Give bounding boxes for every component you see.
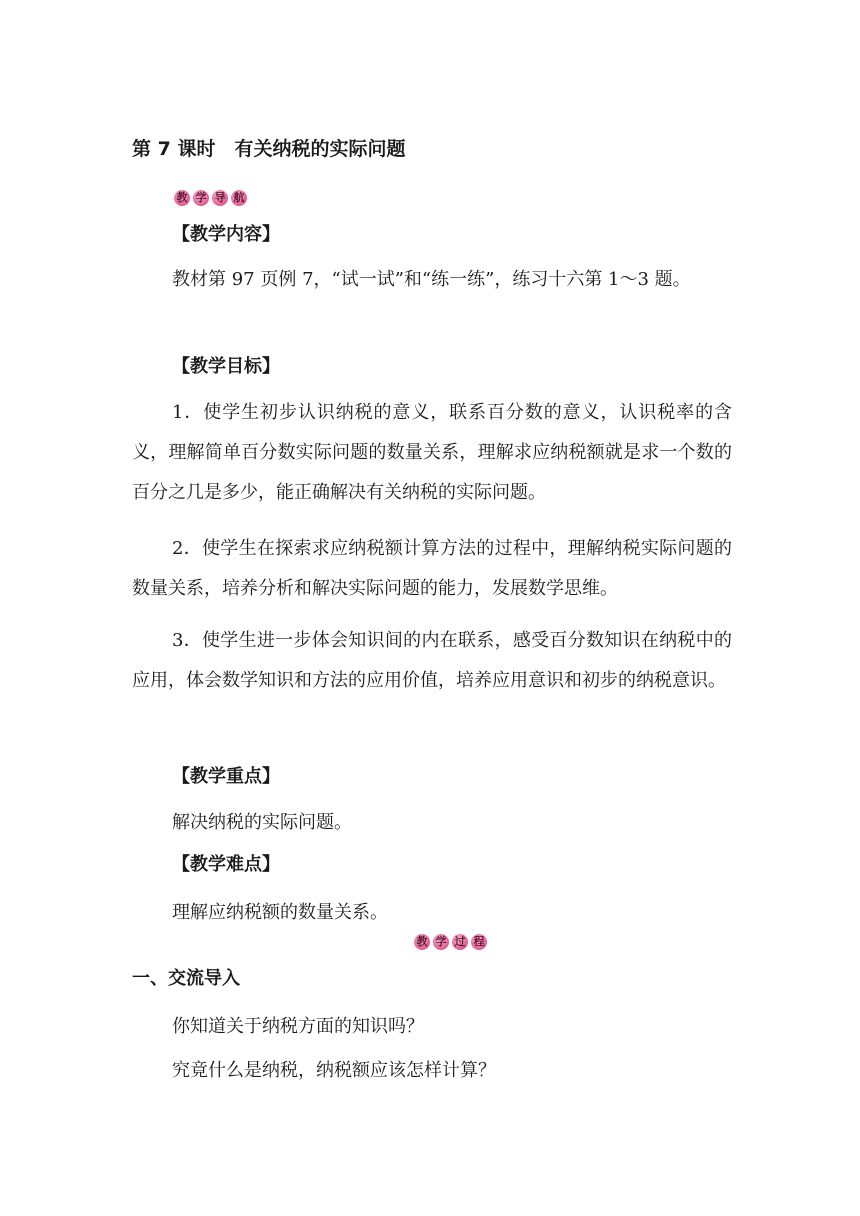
seal-char: 教 (174, 190, 190, 206)
content-text: 教材第 97 页例 7，“试一试”和“练一练”，练习十六第 1～3 题。 (172, 269, 691, 290)
goal-2: 2．使学生在探索求应纳税额计算方法的过程中，理解纳税实际问题的数量关系，培养分析和解决实际问题的能力，发展数学思维。 (132, 538, 732, 599)
content-heading: 【教学内容】 (172, 224, 280, 245)
goal-3: 3．使学生进一步体会知识间的内在联系，感受百分数知识在纳税中的应用，体会数学知识和方法的应用价值，培养应用意识和初步的纳税意识。 (132, 630, 732, 691)
goal-1: 1．使学生初步认识纳税的意义，联系百分数的意义，认识税率的含义，理解简单百分数实际问题的数量关系，理解求应纳税额就是求一个数的百分之几是多少，能正确解决有关纳税的实际问题。 (132, 402, 732, 503)
lesson-title: 第 7 课时 有关纳税的实际问题 (132, 138, 406, 160)
seal-char: 程 (471, 934, 487, 950)
difficulty-heading: 【教学难点】 (172, 854, 280, 875)
teaching-process-seal (410, 932, 491, 952)
intro-question-2: 究竟什么是纳税，纳税额应该怎样计算？ (172, 1060, 496, 1081)
key-heading: 【教学重点】 (172, 766, 280, 787)
seal-char: 学 (193, 190, 209, 206)
intro-question-1: 你知道关于纳税方面的知识吗？ (172, 1016, 424, 1037)
difficulty-text: 理解应纳税额的数量关系。 (172, 902, 388, 923)
seal-char: 导 (212, 190, 228, 206)
key-text: 解决纳税的实际问题。 (172, 812, 352, 833)
seal-char: 教 (414, 934, 430, 950)
seal-char: 学 (433, 934, 449, 950)
intro-heading: 一、交流导入 (132, 968, 240, 989)
goals-heading: 【教学目标】 (172, 356, 280, 377)
seal-char: 过 (452, 934, 468, 950)
teaching-navigation-seal (170, 188, 251, 208)
seal-char: 航 (231, 190, 247, 206)
